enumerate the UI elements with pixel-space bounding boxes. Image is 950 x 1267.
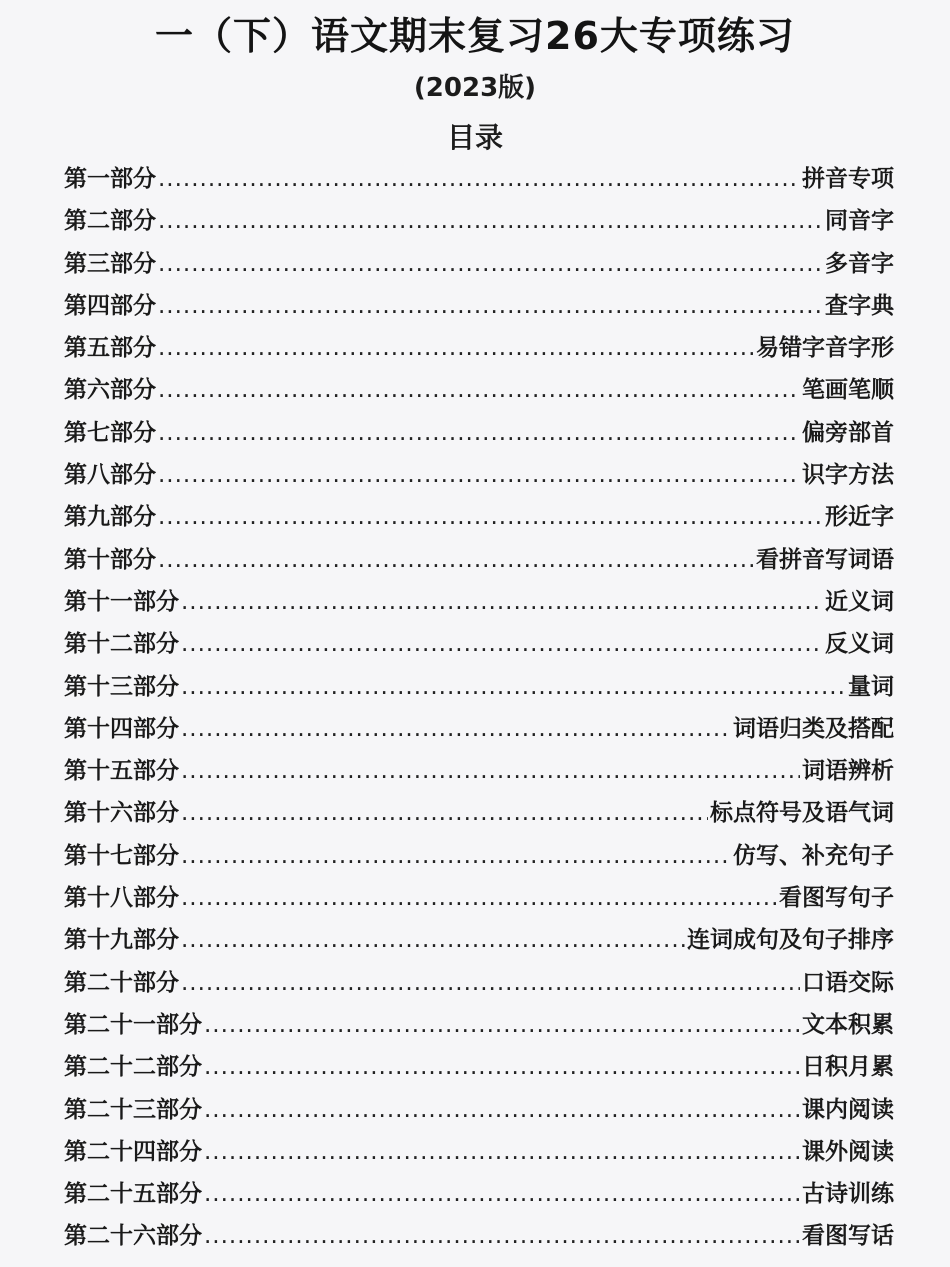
- toc-dot-leader: [158, 243, 823, 285]
- toc-entry: [64, 285, 894, 327]
- toc-part-label: 第十九部分: [64, 927, 179, 954]
- toc-dot-leader: [158, 285, 823, 327]
- toc-topic: 查字典: [825, 292, 894, 319]
- toc-dot-leader: [204, 1046, 800, 1088]
- toc-part-label: 第十四部分: [64, 715, 179, 742]
- toc-entry: [64, 581, 894, 623]
- toc-entry: [64, 454, 894, 496]
- toc-dot-leader: [204, 1004, 800, 1046]
- toc-topic: 易错字音字形: [756, 335, 894, 362]
- toc-dot-leader: [181, 962, 800, 1004]
- toc-entry: [64, 1173, 894, 1215]
- toc-dot-leader: [181, 666, 846, 708]
- toc-part-label: 第四部分: [64, 292, 156, 319]
- toc-dot-leader: [158, 454, 800, 496]
- toc-topic: 课内阅读: [802, 1096, 894, 1123]
- toc-dot-leader: [158, 539, 754, 581]
- toc-dot-leader: [181, 835, 731, 877]
- toc-topic: 看图写句子: [779, 885, 894, 912]
- toc-dot-leader: [181, 792, 708, 834]
- toc-part-label: 第二十二部分: [64, 1054, 202, 1081]
- toc-topic: 标点符号及语气词: [710, 800, 894, 827]
- toc-dot-leader: [158, 200, 823, 242]
- toc-entry: [64, 539, 894, 581]
- toc-entry: [64, 1046, 894, 1088]
- toc-topic: 古诗训练: [802, 1181, 894, 1208]
- toc-entry: [64, 877, 894, 919]
- toc-dot-leader: [181, 877, 777, 919]
- toc-topic: 词语归类及搭配: [733, 715, 894, 742]
- toc-entry: [64, 1131, 894, 1173]
- toc-entry: [64, 1004, 894, 1046]
- toc-part-label: 第二部分: [64, 208, 156, 235]
- toc-dot-leader: [158, 496, 823, 538]
- toc-entry: [64, 496, 894, 538]
- toc-part-label: 第十三部分: [64, 673, 179, 700]
- toc-topic: 同音字: [825, 208, 894, 235]
- toc-topic: 识字方法: [802, 462, 894, 489]
- toc-part-label: 第二十六部分: [64, 1223, 202, 1250]
- toc-entry: [64, 792, 894, 834]
- toc-part-label: 第一部分: [64, 166, 156, 192]
- toc-topic: 拼音专项: [802, 166, 894, 192]
- toc-dot-leader: [181, 750, 800, 792]
- toc-topic: 课外阅读: [802, 1138, 894, 1165]
- toc-entry: [64, 369, 894, 411]
- toc-dot-leader: [158, 412, 800, 454]
- toc-dot-leader: [158, 327, 754, 369]
- toc-entry: [64, 962, 894, 1004]
- toc-dot-leader: [204, 1089, 800, 1131]
- toc-topic: 反义词: [825, 631, 894, 658]
- toc-part-label: 第二十三部分: [64, 1096, 202, 1123]
- toc-part-label: 第十七部分: [64, 842, 179, 869]
- toc-dot-leader: [158, 158, 800, 200]
- toc-entry: [64, 919, 894, 961]
- toc-part-label: 第七部分: [64, 419, 156, 446]
- toc-dot-leader: [204, 1215, 800, 1257]
- toc-topic: 仿写、补充句子: [733, 842, 894, 869]
- toc-part-label: 第十八部分: [64, 885, 179, 912]
- toc-dot-leader: [204, 1131, 800, 1173]
- toc-entry: [64, 412, 894, 454]
- toc-part-label: 第八部分: [64, 462, 156, 489]
- toc-topic: 看拼音写词语: [756, 546, 894, 573]
- toc-entry: [64, 1215, 894, 1257]
- toc-topic: 量词: [848, 673, 894, 700]
- toc-dot-leader: [181, 581, 823, 623]
- toc-dot-leader: [158, 369, 800, 411]
- toc-topic: 连词成句及句子排序: [687, 927, 894, 954]
- toc-dot-leader: [181, 919, 685, 961]
- toc-part-label: 第三部分: [64, 250, 156, 277]
- toc-entry: [64, 666, 894, 708]
- edition-label: (2023版): [413, 73, 537, 103]
- toc-topic: 看图写话: [802, 1223, 894, 1250]
- toc-entry: [64, 708, 894, 750]
- toc-part-label: 第十五部分: [64, 758, 179, 785]
- toc-entry: [64, 750, 894, 792]
- table-of-contents: [64, 158, 894, 1258]
- toc-entry: [64, 835, 894, 877]
- toc-topic: 词语辨析: [802, 758, 894, 785]
- toc-topic: 偏旁部首: [802, 419, 894, 446]
- page-title: 一（下）语文期末复习26大专项练习: [155, 14, 795, 58]
- toc-entry: [64, 158, 894, 200]
- toc-topic: 笔画笔顺: [802, 377, 894, 404]
- toc-dot-leader: [204, 1173, 800, 1215]
- toc-part-label: 第六部分: [64, 377, 156, 404]
- toc-part-label: 第二十部分: [64, 969, 179, 996]
- toc-entry: [64, 200, 894, 242]
- toc-entry: [64, 243, 894, 285]
- toc-heading: 目录: [446, 121, 503, 154]
- toc-part-label: 第五部分: [64, 335, 156, 362]
- toc-dot-leader: [181, 623, 823, 665]
- toc-topic: 形近字: [825, 504, 894, 531]
- toc-entry: [64, 1089, 894, 1131]
- toc-part-label: 第十部分: [64, 546, 156, 573]
- toc-part-label: 第十一部分: [64, 588, 179, 615]
- toc-entry: [64, 327, 894, 369]
- toc-dot-leader: [181, 708, 731, 750]
- toc-topic: 多音字: [825, 250, 894, 277]
- toc-part-label: 第二十一部分: [64, 1011, 202, 1038]
- toc-part-label: 第十六部分: [64, 800, 179, 827]
- toc-topic: 文本积累: [802, 1011, 894, 1038]
- toc-part-label: 第二十五部分: [64, 1181, 202, 1208]
- toc-entry: [64, 623, 894, 665]
- toc-part-label: 第二十四部分: [64, 1138, 202, 1165]
- toc-part-label: 第九部分: [64, 504, 156, 531]
- toc-topic: 近义词: [825, 588, 894, 615]
- toc-topic: 口语交际: [802, 969, 894, 996]
- toc-part-label: 第十二部分: [64, 631, 179, 658]
- toc-topic: 日积月累: [802, 1054, 894, 1081]
